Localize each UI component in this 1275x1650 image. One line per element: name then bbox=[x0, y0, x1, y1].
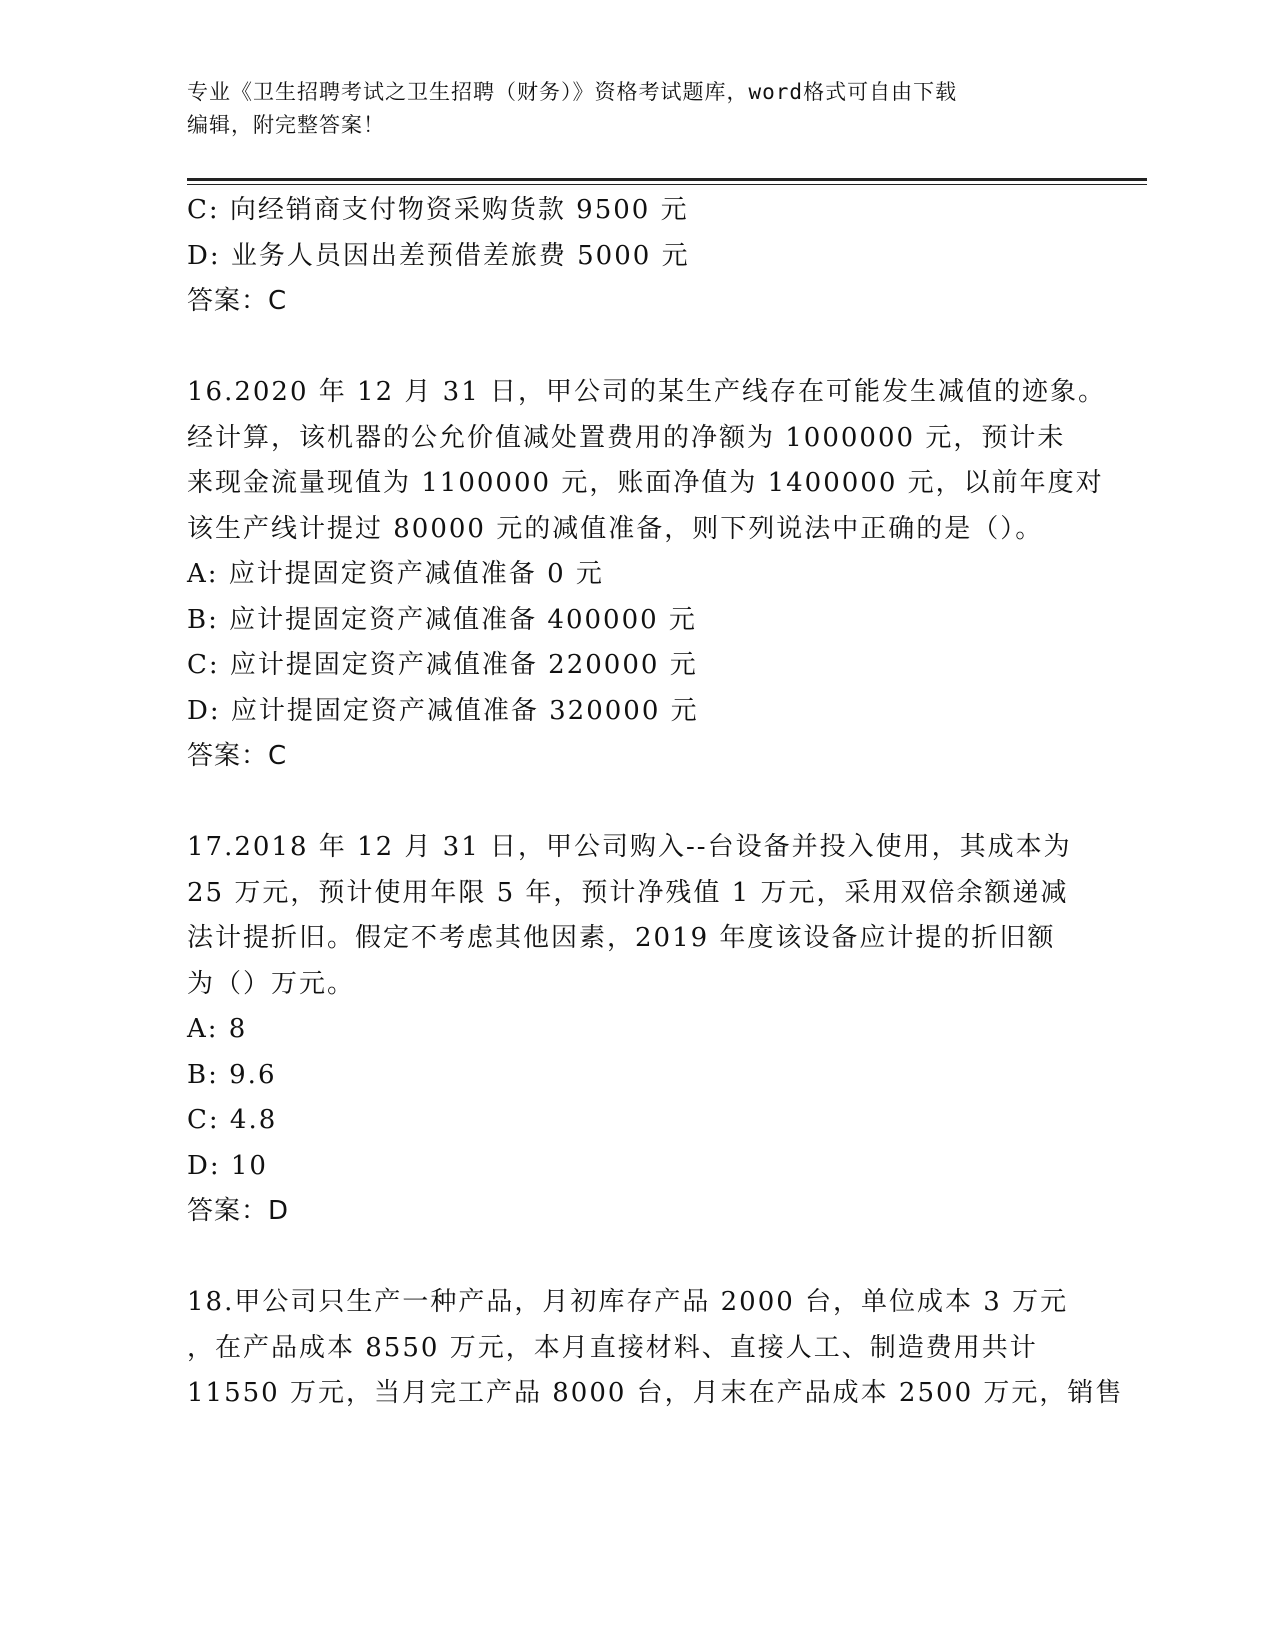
question-text-line: 经计算，该机器的公允价值减处置费用的净额为 1000000 元，预计未 bbox=[187, 422, 1066, 453]
header-line-1: 专业《卫生招聘考试之卫生招聘（财务）》资格考试题库，word格式可自由下载 bbox=[187, 80, 958, 104]
question-text-line: 为（）万元。 bbox=[187, 968, 356, 999]
header-rule-thin bbox=[187, 184, 1147, 185]
option-b: B: 应计提固定资产减值准备 400000 元 bbox=[187, 604, 697, 635]
answer-line: 答案：C bbox=[187, 286, 288, 316]
question-16-options bbox=[187, 552, 1087, 734]
spacer bbox=[187, 325, 1087, 371]
question-text-line: 16.2020 年 12 月 31 日，甲公司的某生产线存在可能发生减值的迹象。 bbox=[187, 377, 1107, 407]
question-text-line: 17.2018 年 12 月 31 日，甲公司购入--台设备并投入使用，其成本为 bbox=[187, 832, 1072, 862]
question-text-line: 法计提折旧。假定不考虑其他因素，2019 年度该设备应计提的折旧额 bbox=[187, 923, 1056, 953]
option-c: C: 应计提固定资产减值准备 220000 元 bbox=[187, 650, 698, 680]
answer-line: 答案：C bbox=[187, 741, 288, 771]
option-b: B: 9.6 bbox=[187, 1059, 277, 1090]
question-text-line: 来现金流量现值为 1100000 元，账面净值为 1400000 元，以前年度对 bbox=[187, 468, 1104, 498]
question-text-line: 18.甲公司只生产一种产品，月初库存产品 2000 台，单位成本 3 万元 bbox=[187, 1287, 1069, 1317]
question-16 bbox=[187, 370, 1107, 552]
answer-line: 答案：D bbox=[187, 1196, 290, 1226]
header-rule-thick bbox=[187, 178, 1147, 181]
question-17 bbox=[187, 825, 1087, 1007]
document-body bbox=[187, 188, 1124, 1417]
prev-question-options bbox=[187, 188, 1087, 279]
document-header bbox=[187, 76, 1087, 142]
option-a: A: 应计提固定资产减值准备 0 元 bbox=[187, 559, 604, 589]
question-text-line: ，在产品成本 8550 万元，本月直接材料、直接人工、制造费用共计 bbox=[187, 1332, 1038, 1363]
question-text-line: 该生产线计提过 80000 元的减值准备，则下列说法中正确的是（）。 bbox=[187, 513, 1044, 544]
header-line-2: 编辑，附完整答案！ bbox=[187, 113, 385, 137]
question-17-options bbox=[187, 1007, 1087, 1189]
question-18 bbox=[187, 1280, 1124, 1417]
spacer bbox=[187, 780, 1087, 826]
option-d: D: 业务人员因出差预借差旅费 5000 元 bbox=[187, 240, 690, 271]
question-text-line: 11550 万元，当月完工产品 8000 台，月末在产品成本 2500 万元，销售 bbox=[187, 1378, 1124, 1408]
option-c: C: 向经销商支付物资采购货款 9500 元 bbox=[187, 195, 689, 225]
option-a: A: 8 bbox=[187, 1014, 248, 1044]
option-d: D: 应计提固定资产减值准备 320000 元 bbox=[187, 695, 699, 726]
option-c: C: 4.8 bbox=[187, 1105, 278, 1135]
question-text-line: 25 万元，预计使用年限 5 年，预计净残值 1 万元，采用双倍余额递减 bbox=[187, 877, 1069, 908]
option-d: D: 10 bbox=[187, 1150, 268, 1181]
spacer bbox=[187, 1235, 1087, 1281]
